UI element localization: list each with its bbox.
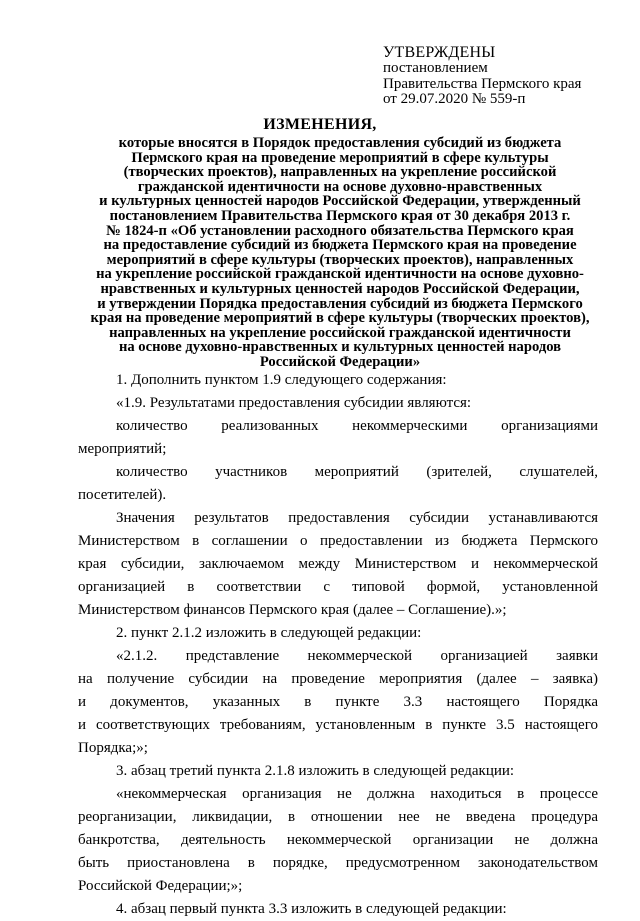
approval-stamp <box>383 44 623 108</box>
subtitle-line: № 1824-п «Об установлении расходного обязательства Пермского края <box>106 222 574 239</box>
paragraph-line: и соответствующих требованиям, установленным в пункте 3.5 настоящего <box>78 717 598 733</box>
paragraph-line: количество реализованных некоммерческими организациями <box>116 418 598 434</box>
paragraph-line: на получение субсидии на проведение мероприятия (далее – заявка) <box>78 671 598 687</box>
subtitle-line: гражданской идентичности на основе духовно-нравственных <box>137 178 543 195</box>
subtitle-line: направленных на укрепление российской гражданской идентичности <box>109 324 571 341</box>
paragraph-line: Министерством в соглашении о предоставлении из бюджета Пермского <box>78 533 598 549</box>
subtitle-line: Российской Федерации» <box>259 353 421 370</box>
paragraph-line: 2. пункт 2.1.2 изложить в следующей редакции: <box>116 625 422 641</box>
paragraph-line: количество участников мероприятий (зрителей, слушателей, <box>116 464 598 480</box>
subtitle-line: на предоставление субсидий из бюджета Пермского края на проведение <box>103 237 577 254</box>
paragraph-line: 4. абзац первый пункта 3.3 изложить в следующей редакции: <box>116 901 507 917</box>
paragraph-line: реорганизации, ликвидации, в отношении нее не введена процедура <box>78 809 598 825</box>
subtitle-line: Пермского края на проведение мероприятий в сфере культуры <box>131 149 549 166</box>
document-title: ИЗМЕНЕНИЯ, <box>263 116 377 133</box>
paragraph-line: организацией в соответствии с типовой формой, установленной <box>78 579 598 595</box>
paragraph-line: мероприятий; <box>78 441 167 457</box>
paragraph-line: «некоммерческая организация не должна находиться в процессе <box>116 786 598 802</box>
subtitle-line: которые вносятся в Порядок предоставления субсидий из бюджета <box>118 135 562 151</box>
approval-title: УТВЕРЖДЕНЫ <box>383 44 496 61</box>
paragraph-line: банкротства, деятельность некоммерческой организации не должна <box>78 832 598 848</box>
subtitle-line: мероприятий в сфере культуры (творческих проектов), направленных <box>106 251 574 268</box>
subtitle-line: (творческих проектов), направленных на укрепление российской <box>123 164 557 181</box>
subtitle-line: на укрепление российской гражданской идентичности на основе духовно- <box>96 266 584 283</box>
subtitle-line: и утверждении Порядка предоставления субсидий из бюджета Пермского <box>97 295 583 312</box>
subtitle-line: нравственных и культурных ценностей народов Российской Федерации, <box>100 280 580 297</box>
subtitle-line: постановлением Правительства Пермского края от 30 декабря 2013 г. <box>109 207 571 224</box>
paragraph-line: 1. Дополнить пунктом 1.9 следующего содержания: <box>116 372 447 388</box>
paragraph-line: Значения результатов предоставления субсидии устанавливаются <box>116 510 598 526</box>
paragraph-line: 3. абзац третий пункта 2.1.8 изложить в следующей редакции: <box>116 763 515 779</box>
approval-line: постановлением <box>383 60 488 76</box>
subtitle-line: и культурных ценностей народов Российской Федерации, утвержденный <box>99 193 581 210</box>
paragraph-line: «2.1.2. представление некоммерческой организацией заявки <box>116 648 598 664</box>
paragraph-line: посетителей). <box>78 487 167 503</box>
paragraph-line: и документов, указанных в пункте 3.3 настоящего Порядка <box>78 694 598 710</box>
subtitle-line: на основе духовно-нравственных и культурных ценностей народов <box>118 339 562 356</box>
subtitle-line: края на проведение мероприятий в сфере культуры (творческих проектов), <box>90 310 590 327</box>
paragraph-line: края субсидии, заключаемом между Министерством и некоммерческой <box>78 556 598 572</box>
document-body <box>78 369 598 921</box>
paragraph-line: Министерством финансов Пермского края (далее – Соглашение).»; <box>78 602 507 618</box>
paragraph-line: «1.9. Результатами предоставления субсидии являются: <box>116 395 472 411</box>
approval-line: Правительства Пермского края <box>383 75 582 92</box>
document-subtitle <box>60 136 620 370</box>
paragraph-line: Порядка;»; <box>78 740 148 756</box>
approval-line: от 29.07.2020 № 559-п <box>383 91 526 107</box>
paragraph-line: Российской Федерации;»; <box>78 878 243 894</box>
paragraph-line: быть приостановлена в порядке, предусмотренном законодательством <box>78 855 598 871</box>
